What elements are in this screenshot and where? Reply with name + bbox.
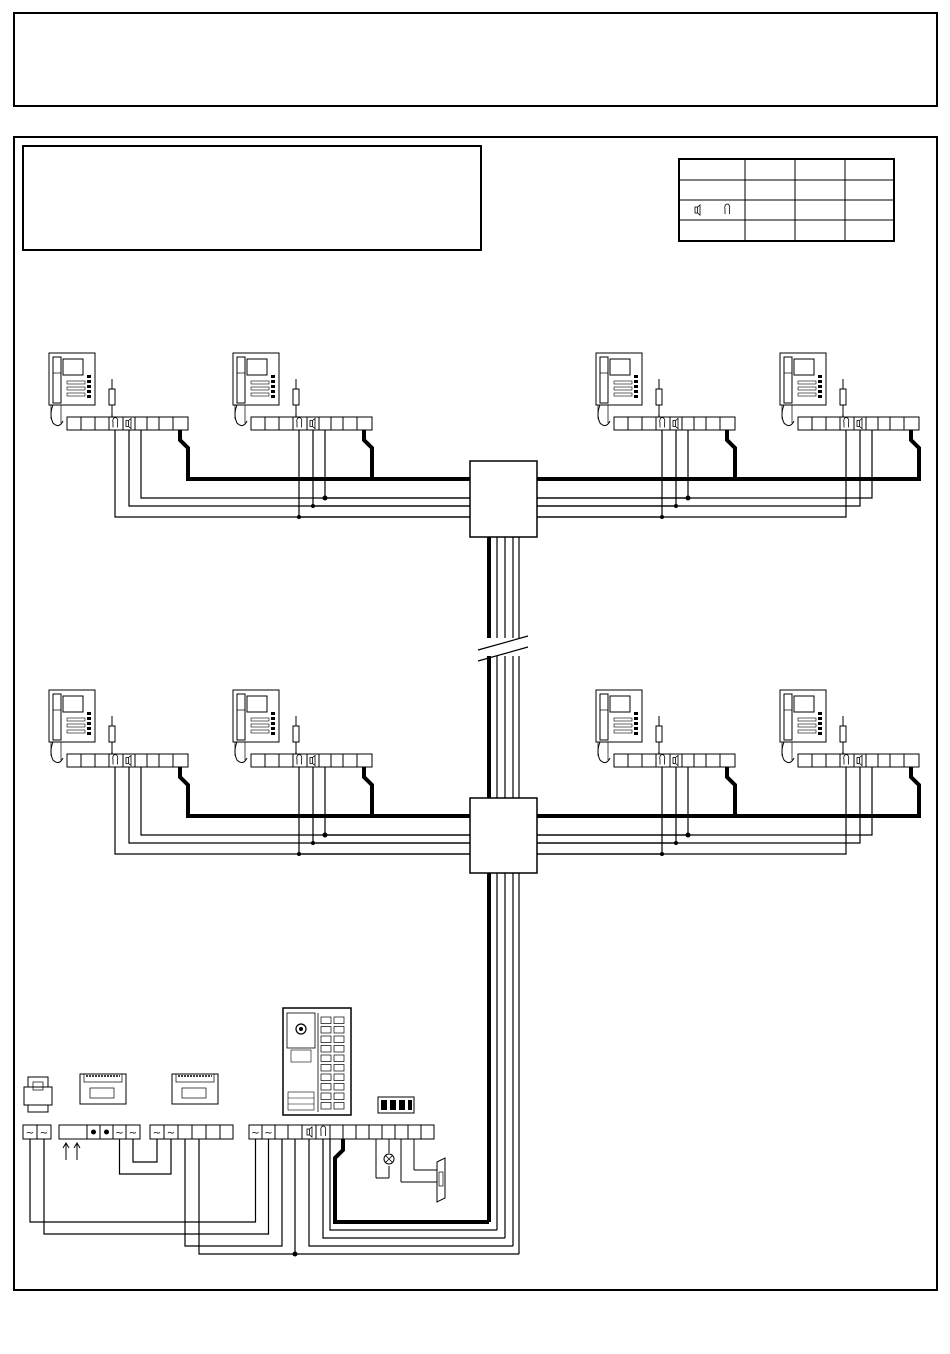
din-transformer (24, 1077, 52, 1112)
panel-call-button (334, 1027, 344, 1034)
terminal-transformer (23, 1125, 51, 1139)
panel-call-button (334, 1103, 344, 1110)
terminal-video-supply (59, 1125, 140, 1160)
panel-call-button (321, 1046, 331, 1053)
ac-label: ~ (251, 1128, 260, 1139)
video-monitor-icon (596, 353, 642, 426)
ac-label: ~ (264, 1128, 273, 1139)
speaker-icon (695, 205, 700, 215)
video-monitor-icon (49, 353, 95, 426)
door-lock-icon (401, 1139, 445, 1202)
video-power-supply (80, 1074, 126, 1104)
ac-label: ~ (128, 1128, 138, 1139)
panel-call-button (334, 1036, 344, 1043)
legend-table (679, 159, 894, 241)
panel-call-button (321, 1084, 331, 1091)
ac-label: ~ (115, 1128, 124, 1139)
push-button-switch (378, 1097, 414, 1113)
light-bulb-icon (376, 1139, 394, 1178)
panel-call-button (321, 1055, 331, 1062)
terminal-audio-supply (150, 1125, 233, 1139)
apartment-unit (537, 690, 735, 856)
header-box (14, 13, 937, 106)
panel-call-button (334, 1046, 344, 1053)
apartment-unit (233, 690, 470, 856)
panel-call-button (334, 1093, 344, 1100)
junction-dot (293, 1252, 298, 1257)
panel-call-button (334, 1084, 344, 1091)
panel-call-button (321, 1074, 331, 1081)
panel-call-button (334, 1074, 344, 1081)
video-monitor-icon (596, 690, 642, 763)
ac-label: ~ (152, 1128, 162, 1139)
panel-call-button (321, 1093, 331, 1100)
microphone-icon (725, 204, 730, 214)
video-monitor-icon (780, 353, 826, 426)
panel-call-button (334, 1065, 344, 1072)
panel-call-button (321, 1017, 331, 1024)
audio-power-supply (172, 1074, 218, 1104)
ac-label: ~ (166, 1128, 176, 1139)
panel-call-button (334, 1017, 344, 1024)
video-monitor-icon (233, 690, 279, 763)
bottom-wiring (30, 1139, 519, 1254)
video-monitor-icon (233, 353, 279, 426)
junction-box-upper (470, 461, 537, 537)
panel-call-button (321, 1065, 331, 1072)
apartment-unit (233, 353, 470, 519)
panel-call-button (334, 1055, 344, 1062)
panel-call-button (321, 1036, 331, 1043)
door-panel (283, 1008, 351, 1115)
ac-label: ~ (39, 1128, 49, 1139)
video-monitor-icon (780, 690, 826, 763)
panel-call-button (321, 1103, 331, 1110)
terminal-door-panel (249, 1125, 434, 1139)
info-box (23, 146, 481, 250)
apartment-unit (537, 353, 735, 519)
panel-call-button (321, 1027, 331, 1034)
riser-bundle (478, 537, 528, 1254)
ac-label: ~ (25, 1128, 35, 1139)
video-monitor-icon (49, 690, 95, 763)
junction-box-lower (470, 798, 537, 873)
